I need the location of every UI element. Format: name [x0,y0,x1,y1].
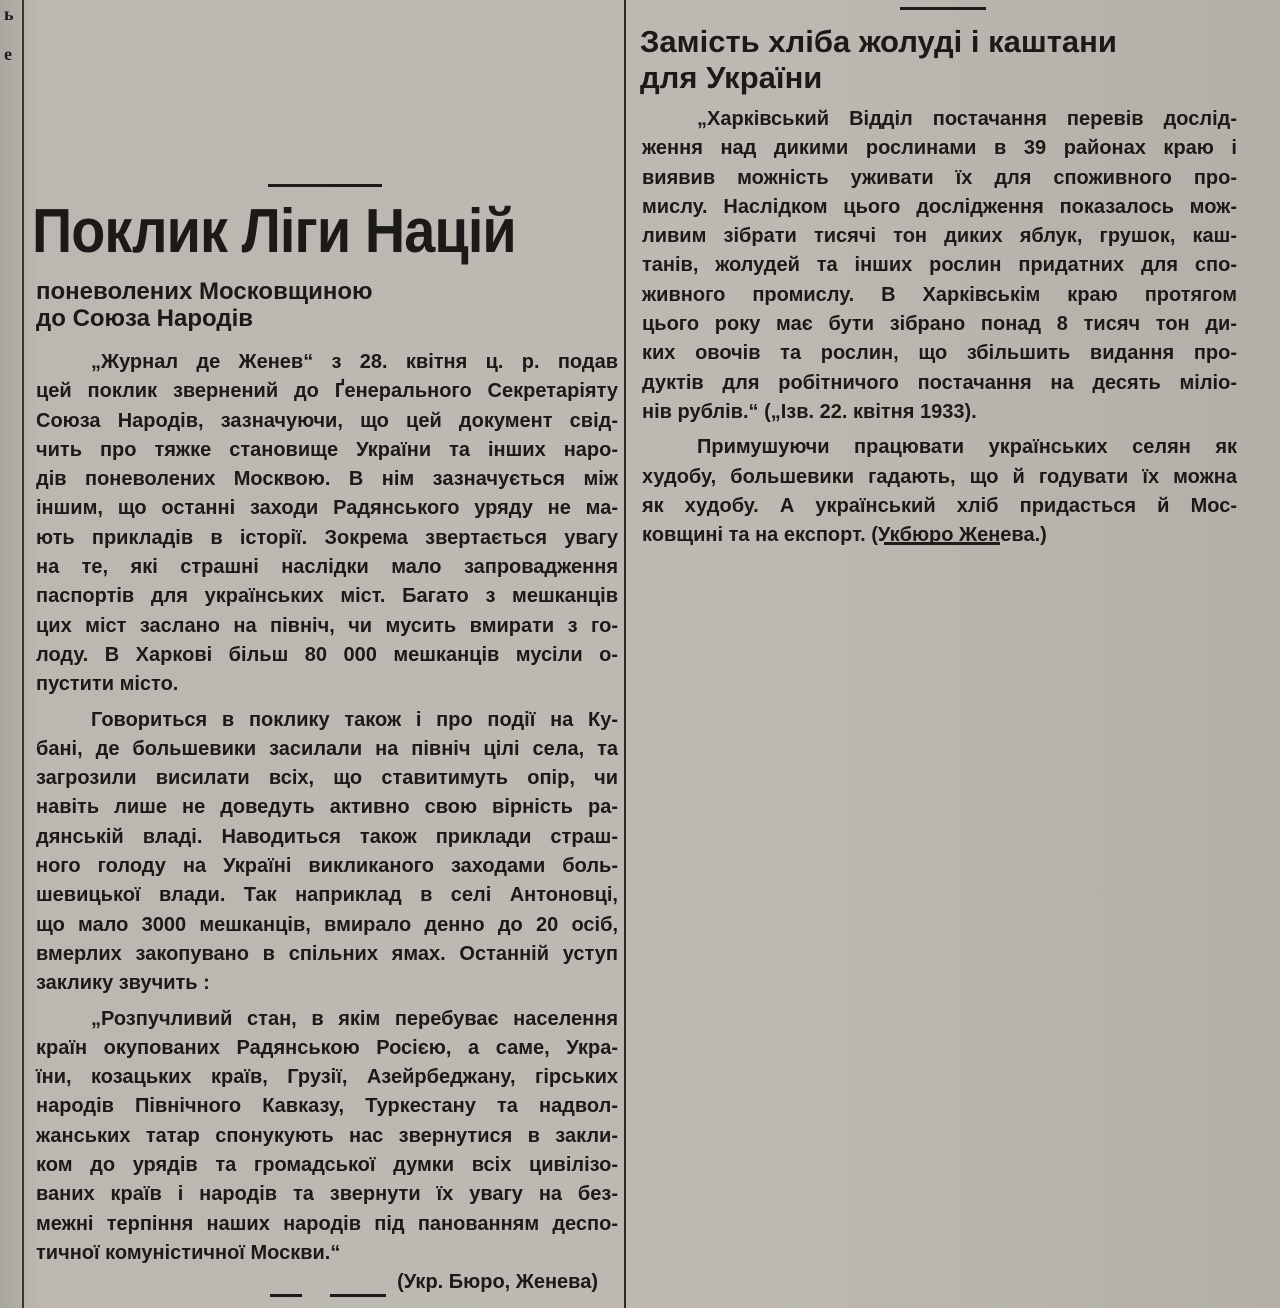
text-line: межні терпіння наших народів під панованням деспо- [36,1212,618,1235]
text-line: ковщині та на експорт. (Укбюро Женева.) [642,524,1047,547]
text-line: цей поклик звернений до Ґенерального Секретаріяту [36,380,618,403]
text-line: цього року має бути зібрано понад 8 тисяч тон ди- [642,313,1237,336]
text-line: вмерлих закопувано в спільних ямах. Останній уступ [36,942,618,965]
text-line: що мало 3000 мешканців, вмирало денно до 20 осіб, [36,913,618,936]
adjacent-column-edge [0,0,24,1308]
column-divider [624,0,626,1308]
left-article-body [36,348,618,1298]
text-line: нів рублів.“ („Ізв. 22. квітня 1933). [642,400,977,423]
text-line: заклику звучить : [36,972,210,995]
text-line: країн окупованих Радянською Росією, а саме, Укра- [36,1036,618,1059]
text-line: „Журнал де Женев“ з 28. квітня ц. р. подав [91,351,618,373]
text-line: дянській владі. Наводиться також приклади страш- [36,825,618,848]
text-line: чить про тяжке становище України та інших наро- [36,438,618,461]
text-line: народів Північного Кавказу, Туркестану та надвол- [36,1095,618,1118]
text-line: мислу. Наслідком цього дослідження показалось мож- [642,195,1237,218]
text-line: дуктів для робітничого постачання на десять міліо- [642,371,1237,394]
right-article-title [640,24,1117,96]
separator-rule [268,184,382,187]
subtitle-line: до Союза Народів [36,305,254,332]
left-article-title: Поклик Ліги Націй [32,197,516,266]
text-line: худобу, большевики гадають, що й годувати їх можна [642,465,1237,488]
text-line: лоду. В Харкові більш 80 000 мешканців мусіли о- [36,643,618,666]
text-line: як худобу. А український хліб придасться й Мос- [642,494,1237,517]
text-line: танів, жолудей та інших рослин придатних для спо- [642,254,1237,277]
text-line: ють прикладів в історії. Зокрема звертається увагу [36,526,618,549]
text-line: ного голоду на Україні викликаного заходами боль- [36,855,618,878]
text-line: живного промислу. В Харківськім краю протягом [642,283,1237,306]
text-line: ваних країв і народів та звернути їх увагу на без- [36,1183,618,1206]
text-line: загрозили висилати всіх, що ставитимуть опір, чи [36,767,618,790]
text-line: „Розпучливий стан, в якім перебуває населення [91,1007,618,1030]
separator-rule [900,7,986,10]
text-line: Примушуючи працювати українських селян як [697,436,1237,459]
title-line: для України [640,60,823,95]
text-line: іншим, що останні заходи Радянського уряду не ма- [36,497,618,520]
text-line: пустити місто. [36,673,179,696]
text-line: тичної комуністичної Москви.“ [36,1241,341,1264]
text-line: паспортів для українських міст. Багато з мешканців [36,585,618,608]
text-line: їни, козацьких країв, Грузії, Азейрбеджану, гірських [36,1066,618,1089]
text-line: Говориться в поклику також і про події на Ку- [91,708,618,731]
text-line: жанських татар спонукують нас звернутися в закли- [36,1124,618,1147]
text-line: виявив можність уживати їх для споживного про- [642,166,1237,189]
text-line: дів поневолених Москвою. В нім зазначується між [36,468,618,491]
text-line: шевицької влади. Так наприклад в селі Антоновці, [36,884,618,907]
text-line: ких овочів та рослин, що збільшить видання про- [642,342,1237,365]
text-line: ком до урядів та громадської думки всіх цивілізо- [36,1154,618,1177]
left-article-subtitle [36,278,373,332]
text-line: цих міст заслано на північ, чи мусить вмирати з го- [36,614,618,637]
article-signature: (Укр. Бюро, Женева) [397,1271,598,1294]
margin-fragment: е [4,44,12,64]
margin-fragment: ь [4,4,14,24]
text-line: на те, які страшні наслідки мало запровадження [36,556,618,579]
text-line: „Харківський Відділ постачання перевів дослід- [697,108,1237,130]
right-article-body [642,105,1237,550]
text-line: ливим зібрати тисячі тон диких яблук, грушок, каш- [642,225,1237,248]
text-line: Союза Народів, зазначуючи, що цей документ свід- [36,409,618,432]
title-line: Замість хліба жолуді і каштани [640,24,1117,59]
text-line: бані, де большевики засилали на північ цілі села, та [36,737,618,760]
text-line: ження над дикими рослинами в 39 районах краю і [642,137,1237,160]
text-line: навіть лише не доведуть активно свою вірність ра- [36,796,618,819]
subtitle-line: поневолених Московщиною [36,278,373,305]
